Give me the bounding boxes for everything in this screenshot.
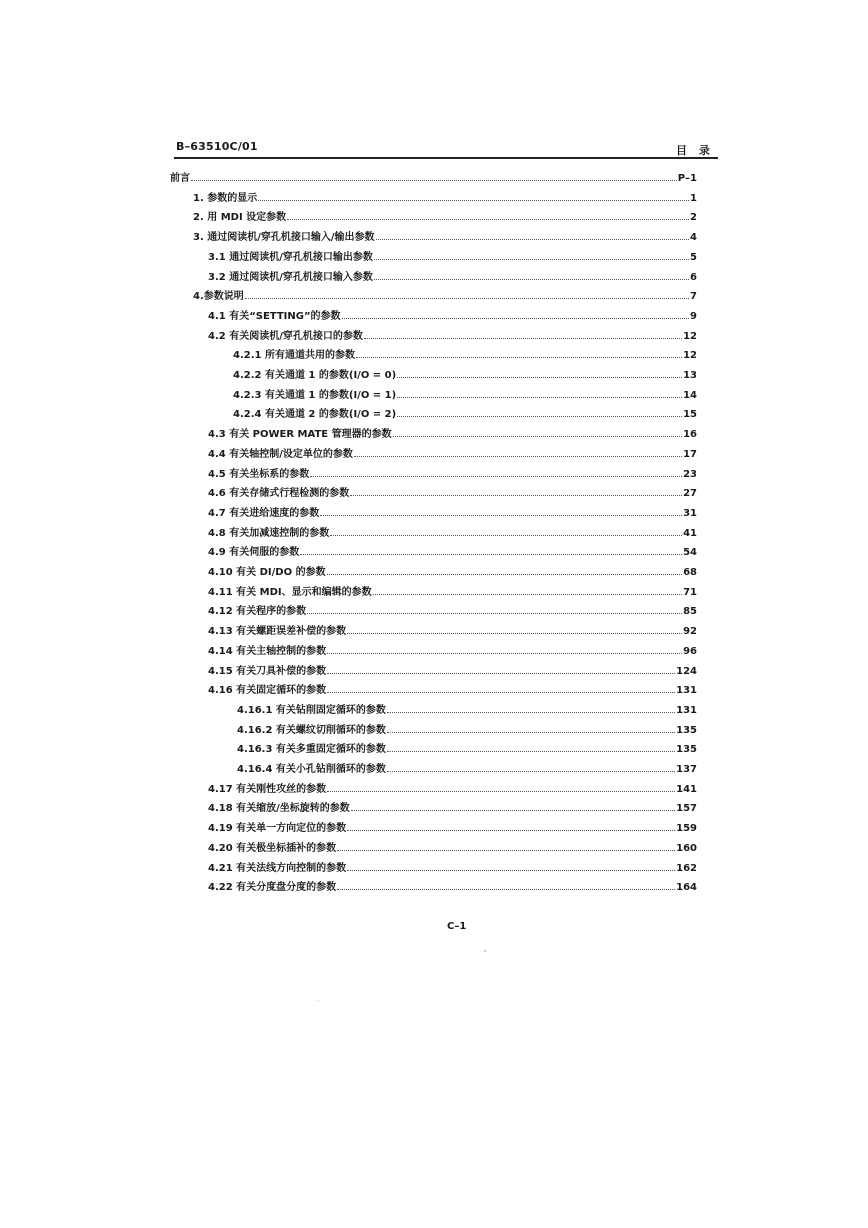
toc-entry-title: 3.1 通过阅读机/穿孔机接口输出参数 [208, 251, 373, 263]
toc-dot-leader [342, 306, 689, 319]
toc-entry-title: 4.16.1 有关钻削固定循环的参数 [237, 704, 386, 716]
toc-dot-leader [364, 326, 682, 339]
toc-entry-page: 9 [690, 310, 697, 322]
toc-dot-leader [307, 601, 682, 614]
toc-entry-title: 4.9 有关伺服的参数 [208, 547, 300, 559]
toc-entry [208, 483, 697, 499]
toc-entry-title: 4.6 有关存储式行程检测的参数 [208, 488, 350, 500]
toc-entry-page: 135 [676, 744, 697, 756]
toc-entry [208, 582, 697, 598]
toc-entry-page: 31 [683, 507, 697, 519]
toc-entry [208, 424, 697, 440]
toc-entry [208, 641, 697, 657]
toc-entry [208, 877, 697, 893]
toc-entry-title: 4.10 有关 DI/DO 的参数 [208, 567, 326, 578]
toc-entry-page: 16 [683, 429, 697, 441]
toc-dot-leader [387, 759, 675, 772]
toc-entry-title: 4.14 有关主轴控制的参数 [208, 645, 327, 657]
toc-entry-title: 4.1 有关“SETTING”的参数 [208, 310, 341, 322]
toc-entry [233, 345, 697, 361]
toc-entry-page: 41 [683, 527, 697, 539]
toc-dot-leader [347, 858, 675, 871]
toc-entry-page: 92 [683, 626, 697, 638]
toc-entry-title: 4.2.2 有关通道 1 的参数(I/O = 0) [233, 370, 397, 381]
toc-entry-page: 15 [683, 409, 697, 421]
page-number: C–1 [447, 921, 467, 932]
toc-dot-leader [327, 680, 675, 693]
toc-entry [208, 838, 697, 854]
toc-dot-leader [374, 247, 689, 260]
toc-entry-title: 前言 [170, 173, 190, 184]
toc-entry-page: 4 [690, 232, 697, 244]
toc-entry-page: 12 [683, 350, 697, 362]
toc-entry [208, 247, 697, 263]
toc-entry-page: 160 [676, 842, 697, 854]
toc-dot-leader [374, 267, 689, 280]
toc-entry-title: 4.2.4 有关通道 2 的参数(I/O = 2) [233, 409, 397, 421]
toc-dot-leader [337, 877, 675, 890]
toc-dot-leader [191, 168, 677, 181]
toc-entry-title: 4.3 有关 POWER MATE 管理器的参数 [208, 429, 392, 441]
toc-entry-page: 159 [676, 823, 697, 835]
toc-dot-leader [327, 779, 675, 792]
toc-entry-title: 4.8 有关加减速控制的参数 [208, 527, 330, 539]
toc-dot-leader [387, 700, 675, 713]
toc-dot-leader [245, 286, 689, 299]
toc-entry-page: 135 [676, 724, 697, 736]
toc-entry-title: 4.13 有关螺距误差补偿的参数 [208, 626, 347, 638]
toc-entry-page: 1 [690, 192, 697, 204]
toc-entry [208, 818, 697, 834]
toc-entry [233, 404, 697, 420]
toc-entry-title: 3. 通过阅读机/穿孔机接口输入/输出参数 [193, 232, 375, 244]
document-number: B–63510C/01 [176, 140, 258, 153]
toc-dot-leader [393, 424, 682, 437]
toc-entry-title: 1. 参数的显示 [193, 192, 258, 204]
toc-entry-page: 137 [676, 764, 697, 775]
toc-entry-title: 3.2 通过阅读机/穿孔机接口输入参数 [208, 271, 373, 283]
toc-dot-leader [356, 345, 682, 358]
toc-dot-leader [397, 385, 682, 398]
toc-entry-page: 164 [676, 882, 697, 894]
toc-entry [208, 798, 697, 814]
toc-entry [233, 385, 697, 401]
toc-entry-title: 4.16.4 有关小孔钻削循环的参数 [237, 764, 386, 775]
toc-entry-page: 13 [683, 370, 697, 381]
toc-entry-page: 85 [683, 606, 697, 618]
toc-entry-page: 2 [690, 212, 697, 224]
toc-entry-title: 2. 用 MDI 设定参数 [193, 212, 287, 224]
toc-entry-title: 4.17 有关刚性攻丝的参数 [208, 783, 327, 795]
toc-dot-leader [320, 503, 682, 516]
toc-entry-title: 4.20 有关极坐标插补的参数 [208, 842, 337, 854]
toc-dot-leader [287, 207, 689, 220]
header-rule [174, 157, 718, 159]
toc-entry-title: 4.21 有关法线方向控制的参数 [208, 862, 347, 874]
toc-entry [208, 542, 697, 558]
toc-entry [208, 779, 697, 795]
toc-entry [208, 661, 697, 677]
toc-entry-page: 141 [676, 783, 697, 795]
toc-entry-title: 4.15 有关刀具补偿的参数 [208, 665, 327, 677]
toc-entry-title: 4.16 有关固定循环的参数 [208, 685, 327, 697]
toc-entry [208, 601, 697, 617]
toc-dot-leader [327, 661, 675, 674]
toc-dot-leader [347, 621, 682, 634]
toc-dot-leader [397, 404, 682, 417]
toc-entry-page: 71 [683, 586, 697, 598]
toc-entry [237, 759, 697, 775]
toc-entry [208, 680, 697, 696]
toc-dot-leader [350, 483, 682, 496]
toc-dot-leader [354, 444, 682, 457]
toc-entry-page: 7 [690, 291, 697, 303]
toc-entry [193, 188, 697, 204]
scan-speck [318, 1000, 319, 1001]
toc-dot-leader [351, 798, 675, 811]
toc-entry-page: 96 [683, 645, 697, 657]
toc-entry [208, 306, 697, 322]
toc-entry-title: 4.2.3 有关通道 1 的参数(I/O = 1) [233, 389, 397, 401]
toc-entry-page: P–1 [677, 173, 697, 184]
toc-dot-leader [376, 227, 689, 240]
toc-entry-page: 5 [690, 251, 697, 263]
toc-entry-page: 12 [683, 330, 697, 342]
toc-entry [208, 326, 697, 342]
toc-entry-title: 4.19 有关单一方向定位的参数 [208, 823, 347, 835]
toc-dot-leader [330, 523, 682, 536]
toc-entry-title: 4.18 有关缩放/坐标旋转的参数 [208, 803, 350, 815]
toc-entry [193, 207, 697, 223]
toc-entry [233, 365, 697, 381]
toc-dot-leader [258, 188, 689, 201]
toc-dot-leader [310, 464, 682, 477]
toc-entry [193, 227, 697, 243]
toc-entry-title: 4.16.2 有关螺纹切削循环的参数 [237, 724, 386, 736]
toc-entry-page: 17 [683, 448, 697, 460]
toc-entry-page: 157 [676, 803, 697, 815]
toc-entry-title: 4.16.3 有关多重固定循环的参数 [237, 744, 386, 756]
toc-entry-title: 4.参数说明 [193, 291, 244, 303]
toc-dot-leader [387, 720, 675, 733]
toc-entry-page: 14 [683, 389, 697, 401]
toc-entry-page: 68 [683, 567, 697, 578]
toc-dot-leader [387, 739, 675, 752]
toc-dot-leader [327, 562, 682, 575]
toc-entry [237, 700, 697, 716]
toc-entry-page: 6 [690, 271, 697, 283]
toc-entry-title: 4.22 有关分度盘分度的参数 [208, 882, 337, 894]
toc-entry-title: 4.5 有关坐标系的参数 [208, 468, 310, 480]
toc-entry-page: 27 [683, 488, 697, 500]
toc-entry-page: 54 [683, 547, 697, 559]
toc-entry-title: 4.2 有关阅读机/穿孔机接口的参数 [208, 330, 363, 342]
toc-entry [193, 286, 697, 302]
toc-entry-title: 4.4 有关轴控制/设定单位的参数 [208, 448, 353, 460]
toc-entry-page: 23 [683, 468, 697, 480]
toc-entry-page: 131 [676, 685, 697, 697]
toc-dot-leader [397, 365, 682, 378]
toc-entry [208, 858, 697, 874]
toc-entry [170, 168, 697, 184]
toc-entry [208, 444, 697, 460]
toc-entry-page: 124 [676, 665, 697, 677]
toc-entry-title: 4.2.1 所有通道共用的参数 [233, 350, 355, 362]
toc-dot-leader [347, 818, 675, 831]
toc-entry-page: 131 [676, 704, 697, 716]
toc-entry [208, 562, 697, 578]
toc-entry [237, 739, 697, 755]
toc-entry [208, 523, 697, 539]
toc-entry-title: 4.7 有关进给速度的参数 [208, 507, 320, 519]
toc-dot-leader [300, 542, 682, 555]
toc-entry-page: 162 [676, 862, 697, 874]
toc-entry [208, 621, 697, 637]
toc-entry [208, 503, 697, 519]
section-title: 目 录 [676, 144, 714, 157]
scan-speck [484, 950, 486, 952]
toc-entry-title: 4.11 有关 MDI、显示和编辑的参数 [208, 586, 372, 598]
toc-entry [208, 267, 697, 283]
toc-dot-leader [337, 838, 675, 851]
toc-entry-title: 4.12 有关程序的参数 [208, 606, 307, 618]
toc-entry [208, 464, 697, 480]
toc-entry [237, 720, 697, 736]
toc-dot-leader [373, 582, 682, 595]
toc-dot-leader [327, 641, 682, 654]
